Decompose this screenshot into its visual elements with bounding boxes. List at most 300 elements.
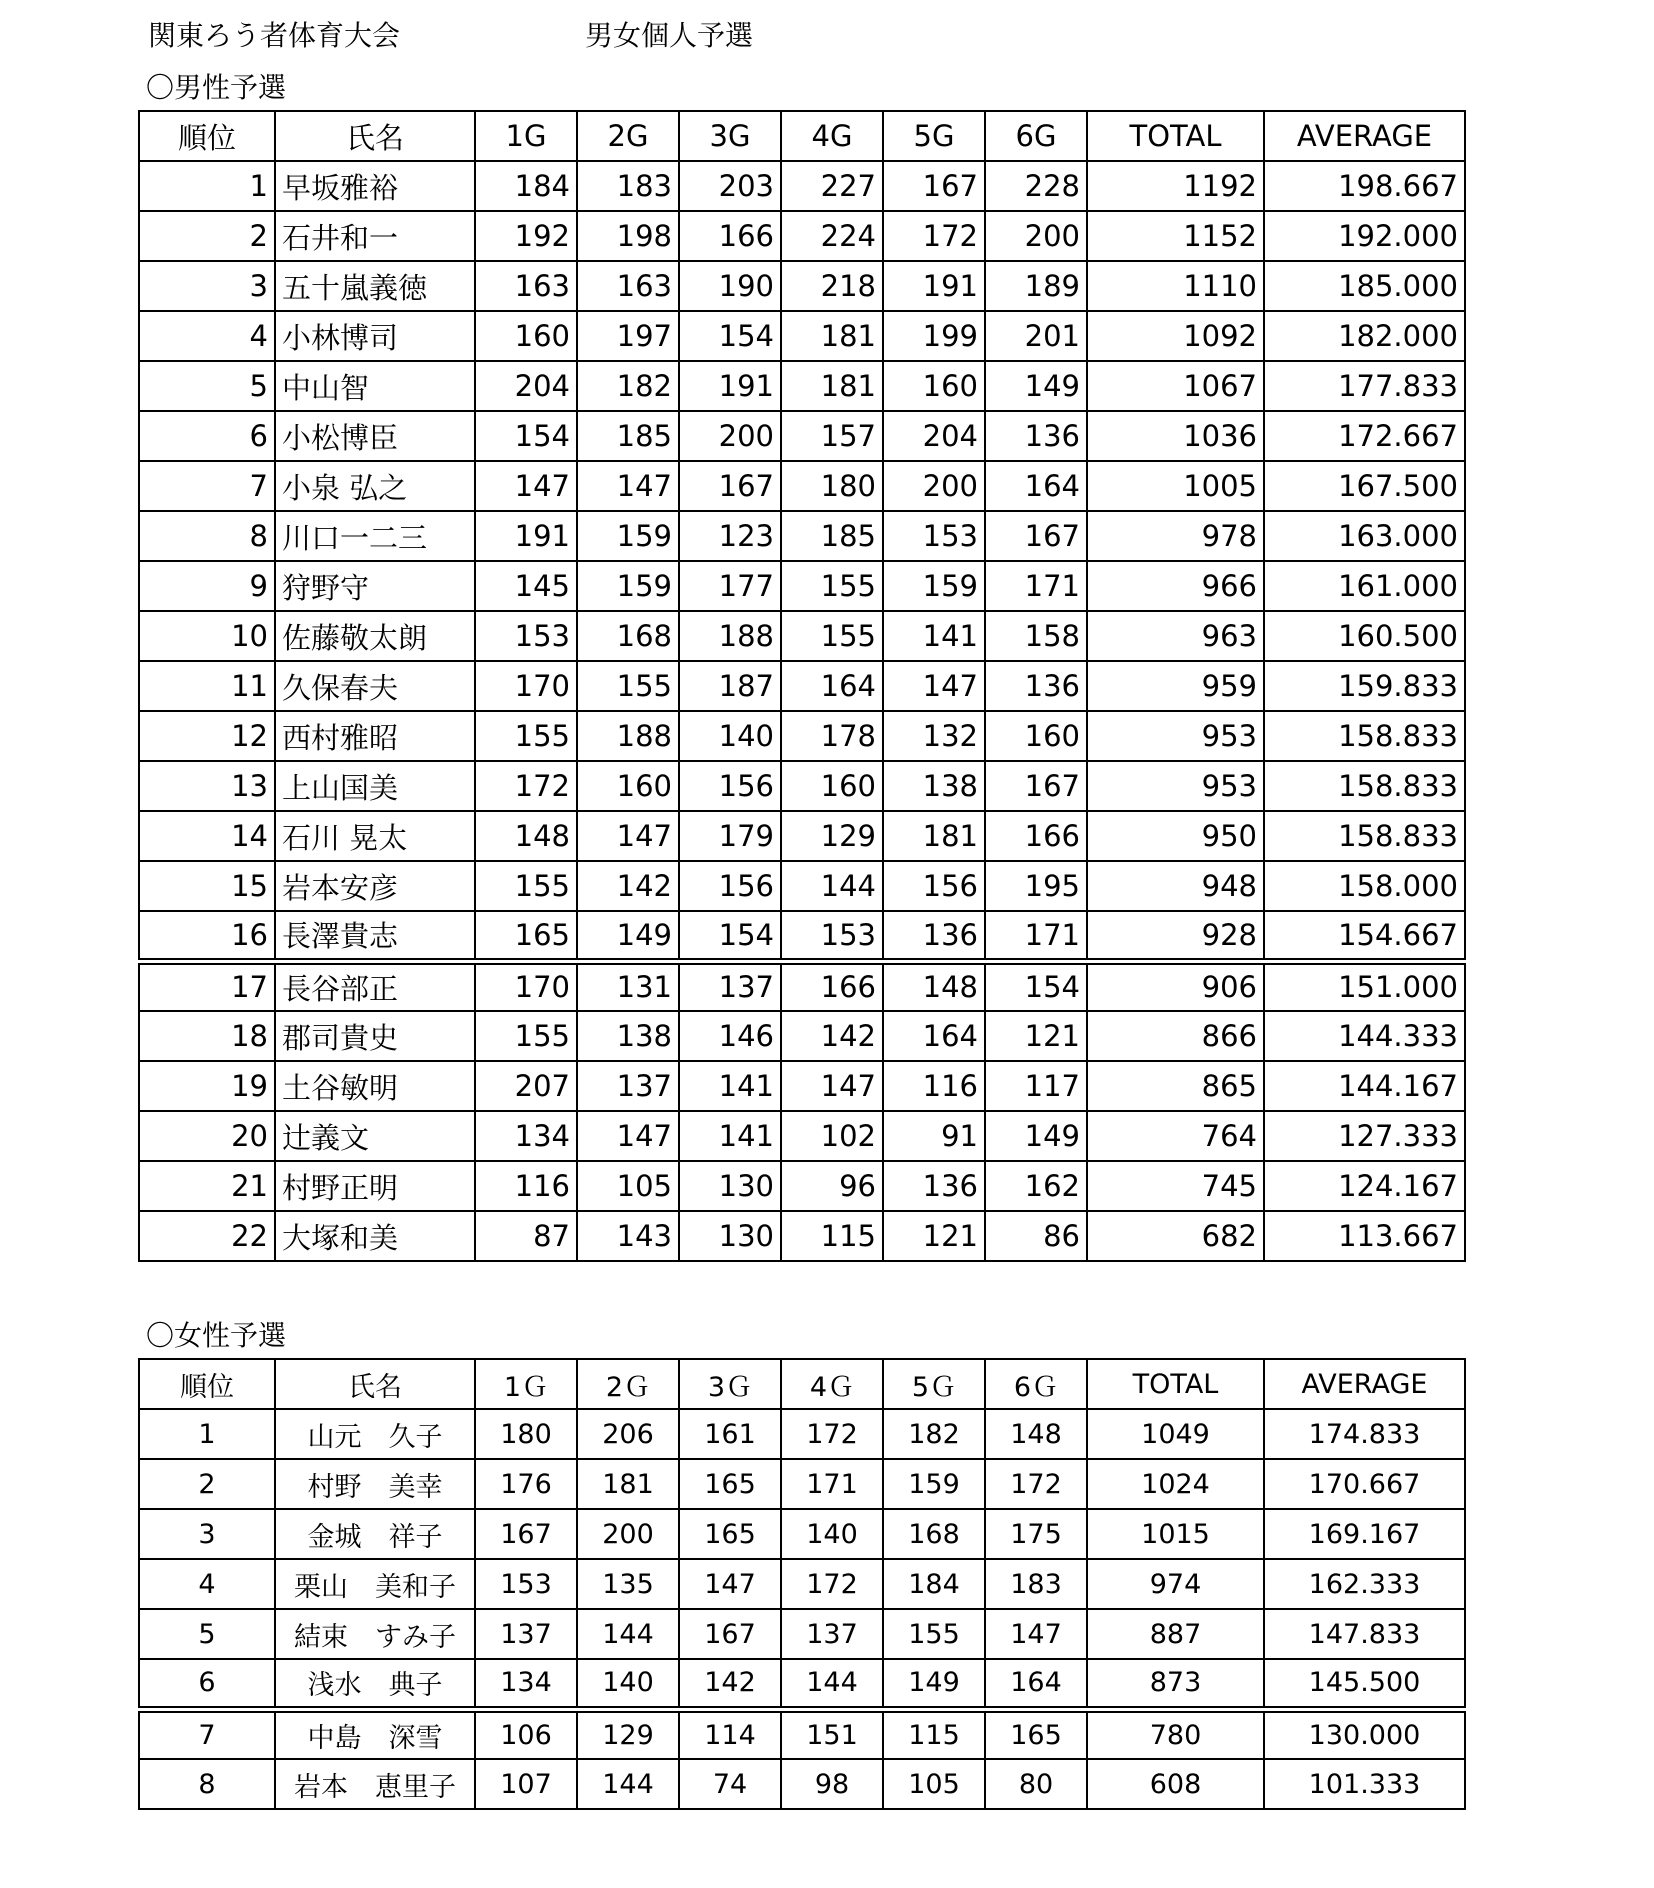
game3-cell: 179: [679, 811, 781, 861]
game3-cell: 141: [679, 1061, 781, 1111]
game2-cell: 142: [577, 861, 679, 911]
total-cell: 745: [1087, 1161, 1264, 1211]
table-row: [139, 1659, 1465, 1709]
name-cell: 長谷部正: [275, 961, 475, 1011]
game5-cell: 147: [883, 661, 985, 711]
game1-cell: 147: [475, 461, 577, 511]
column-header-game6: 6G: [985, 111, 1087, 161]
total-cell: 953: [1087, 711, 1264, 761]
table-row: [139, 1211, 1465, 1261]
game6-cell: 147: [985, 1609, 1087, 1659]
rank-cell: 22: [139, 1211, 275, 1261]
game2-cell: 129: [577, 1709, 679, 1759]
game4-cell: 172: [781, 1409, 883, 1459]
game2-cell: 138: [577, 1011, 679, 1061]
game5-cell: 149: [883, 1659, 985, 1709]
game4-cell: 144: [781, 1659, 883, 1709]
average-cell: 159.833: [1264, 661, 1465, 711]
game6-cell: 165: [985, 1709, 1087, 1759]
table-row: [139, 811, 1465, 861]
game1-cell: 87: [475, 1211, 577, 1261]
game3-cell: 177: [679, 561, 781, 611]
game4-cell: 181: [781, 361, 883, 411]
game3-cell: 114: [679, 1709, 781, 1759]
game4-cell: 144: [781, 861, 883, 911]
rank-cell: 6: [139, 411, 275, 461]
name-cell: 中山智: [275, 361, 475, 411]
game6-cell: 171: [985, 561, 1087, 611]
game4-cell: 153: [781, 911, 883, 961]
game1-cell: 134: [475, 1111, 577, 1161]
column-header-name: 氏名: [275, 1359, 475, 1409]
game2-cell: 143: [577, 1211, 679, 1261]
total-cell: 1024: [1087, 1459, 1264, 1509]
game1-cell: 153: [475, 611, 577, 661]
game2-cell: 183: [577, 161, 679, 211]
game2-cell: 147: [577, 1111, 679, 1161]
rank-cell: 12: [139, 711, 275, 761]
document-subtitle: 男女個人予選: [585, 19, 754, 52]
table-row: [139, 1011, 1465, 1061]
game5-cell: 160: [883, 361, 985, 411]
game2-cell: 160: [577, 761, 679, 811]
game2-cell: 181: [577, 1459, 679, 1509]
table-row: [139, 661, 1465, 711]
average-cell: 158.833: [1264, 761, 1465, 811]
game4-cell: 155: [781, 561, 883, 611]
game4-cell: 166: [781, 961, 883, 1011]
game6-cell: 162: [985, 1161, 1087, 1211]
name-cell: 石川 晃太: [275, 811, 475, 861]
total-cell: 887: [1087, 1609, 1264, 1659]
rank-cell: 18: [139, 1011, 275, 1061]
name-cell: 金城 祥子: [275, 1509, 475, 1559]
game2-cell: 144: [577, 1609, 679, 1659]
name-cell: 栗山 美和子: [275, 1559, 475, 1609]
total-cell: 1036: [1087, 411, 1264, 461]
game6-cell: 136: [985, 661, 1087, 711]
game5-cell: 156: [883, 861, 985, 911]
game1-cell: 163: [475, 261, 577, 311]
game6-cell: 183: [985, 1559, 1087, 1609]
column-header-game5: 5G: [883, 111, 985, 161]
table-header-row: [139, 111, 1465, 161]
game5-cell: 136: [883, 1161, 985, 1211]
game5-cell: 184: [883, 1559, 985, 1609]
game5-cell: 164: [883, 1011, 985, 1061]
name-cell: 川口一二三: [275, 511, 475, 561]
game1-cell: 160: [475, 311, 577, 361]
average-cell: 101.333: [1264, 1759, 1465, 1809]
rank-cell: 8: [139, 1759, 275, 1809]
game3-cell: 165: [679, 1509, 781, 1559]
total-cell: 928: [1087, 911, 1264, 961]
name-cell: 早坂雅裕: [275, 161, 475, 211]
men-section-heading: 〇男性予選: [146, 71, 287, 104]
column-header-game4: 4G: [781, 111, 883, 161]
game6-cell: 149: [985, 361, 1087, 411]
game1-cell: 148: [475, 811, 577, 861]
game2-cell: 105: [577, 1161, 679, 1211]
game4-cell: 155: [781, 611, 883, 661]
rank-cell: 16: [139, 911, 275, 961]
game4-cell: 157: [781, 411, 883, 461]
game2-cell: 144: [577, 1759, 679, 1809]
game6-cell: 167: [985, 761, 1087, 811]
rank-cell: 2: [139, 1459, 275, 1509]
game4-cell: 147: [781, 1061, 883, 1111]
game5-cell: 116: [883, 1061, 985, 1111]
column-header-total: TOTAL: [1087, 111, 1264, 161]
total-cell: 682: [1087, 1211, 1264, 1261]
total-cell: 948: [1087, 861, 1264, 911]
game5-cell: 136: [883, 911, 985, 961]
game6-cell: 172: [985, 1459, 1087, 1509]
game2-cell: 188: [577, 711, 679, 761]
rank-cell: 15: [139, 861, 275, 911]
game2-cell: 131: [577, 961, 679, 1011]
game1-cell: 155: [475, 711, 577, 761]
game5-cell: 172: [883, 211, 985, 261]
rank-cell: 1: [139, 1409, 275, 1459]
game6-cell: 158: [985, 611, 1087, 661]
column-header-average: AVERAGE: [1264, 1359, 1465, 1409]
game3-cell: 156: [679, 761, 781, 811]
game1-cell: 134: [475, 1659, 577, 1709]
average-cell: 158.833: [1264, 811, 1465, 861]
women-section-heading: 〇女性予選: [146, 1319, 287, 1352]
name-cell: 浅水 典子: [275, 1659, 475, 1709]
average-cell: 192.000: [1264, 211, 1465, 261]
game1-cell: 155: [475, 861, 577, 911]
rank-cell: 10: [139, 611, 275, 661]
game5-cell: 148: [883, 961, 985, 1011]
game3-cell: 167: [679, 461, 781, 511]
game3-cell: 165: [679, 1459, 781, 1509]
game1-cell: 192: [475, 211, 577, 261]
rank-cell: 3: [139, 261, 275, 311]
average-cell: 174.833: [1264, 1409, 1465, 1459]
total-cell: 1067: [1087, 361, 1264, 411]
total-cell: 974: [1087, 1559, 1264, 1609]
total-cell: 873: [1087, 1659, 1264, 1709]
game3-cell: 166: [679, 211, 781, 261]
table-row: [139, 861, 1465, 911]
average-cell: 172.667: [1264, 411, 1465, 461]
game1-cell: 153: [475, 1559, 577, 1609]
game2-cell: 147: [577, 461, 679, 511]
game2-cell: 135: [577, 1559, 679, 1609]
total-cell: 1005: [1087, 461, 1264, 511]
name-cell: 村野正明: [275, 1161, 475, 1211]
table-row: [139, 461, 1465, 511]
average-cell: 144.333: [1264, 1011, 1465, 1061]
name-cell: 岩本安彦: [275, 861, 475, 911]
rank-cell: 4: [139, 311, 275, 361]
name-cell: 小松博臣: [275, 411, 475, 461]
game2-cell: 140: [577, 1659, 679, 1709]
game3-cell: 190: [679, 261, 781, 311]
rank-cell: 13: [139, 761, 275, 811]
document-title: 関東ろう者体育大会: [148, 19, 401, 52]
average-cell: 145.500: [1264, 1659, 1465, 1709]
game1-cell: 180: [475, 1409, 577, 1459]
game5-cell: 105: [883, 1759, 985, 1809]
game3-cell: 130: [679, 1211, 781, 1261]
game6-cell: 166: [985, 811, 1087, 861]
table-row: [139, 1609, 1465, 1659]
game4-cell: 98: [781, 1759, 883, 1809]
game6-cell: 200: [985, 211, 1087, 261]
game1-cell: 106: [475, 1709, 577, 1759]
total-cell: 1110: [1087, 261, 1264, 311]
name-cell: 結束 すみ子: [275, 1609, 475, 1659]
game1-cell: 165: [475, 911, 577, 961]
average-cell: 151.000: [1264, 961, 1465, 1011]
women-results-table: [138, 1358, 1466, 1810]
rank-cell: 5: [139, 361, 275, 411]
table-row: [139, 1559, 1465, 1609]
total-cell: 959: [1087, 661, 1264, 711]
average-cell: 163.000: [1264, 511, 1465, 561]
average-cell: 144.167: [1264, 1061, 1465, 1111]
game2-cell: 159: [577, 511, 679, 561]
name-cell: 五十嵐義徳: [275, 261, 475, 311]
rank-cell: 3: [139, 1509, 275, 1559]
column-header-rank: 順位: [139, 1359, 275, 1409]
table-row: [139, 611, 1465, 661]
game5-cell: 191: [883, 261, 985, 311]
game5-cell: 159: [883, 561, 985, 611]
men-results-table: [138, 110, 1466, 1262]
column-header-name: 氏名: [275, 111, 475, 161]
rank-cell: 5: [139, 1609, 275, 1659]
table-row: [139, 1409, 1465, 1459]
rank-cell: 20: [139, 1111, 275, 1161]
game3-cell: 156: [679, 861, 781, 911]
game5-cell: 115: [883, 1709, 985, 1759]
game1-cell: 107: [475, 1759, 577, 1809]
name-cell: 郡司貴史: [275, 1011, 475, 1061]
rank-cell: 11: [139, 661, 275, 711]
column-header-game2: 2Ｇ: [577, 1359, 679, 1409]
game4-cell: 142: [781, 1011, 883, 1061]
game3-cell: 123: [679, 511, 781, 561]
game6-cell: 175: [985, 1509, 1087, 1559]
table-row: [139, 561, 1465, 611]
total-cell: 1152: [1087, 211, 1264, 261]
game5-cell: 159: [883, 1459, 985, 1509]
rank-cell: 17: [139, 961, 275, 1011]
game5-cell: 141: [883, 611, 985, 661]
rank-cell: 8: [139, 511, 275, 561]
name-cell: 佐藤敬太朗: [275, 611, 475, 661]
name-cell: 辻義文: [275, 1111, 475, 1161]
rank-cell: 19: [139, 1061, 275, 1111]
game1-cell: 204: [475, 361, 577, 411]
rank-cell: 21: [139, 1161, 275, 1211]
table-row: [139, 1509, 1465, 1559]
table-row: [139, 211, 1465, 261]
game6-cell: 164: [985, 461, 1087, 511]
game4-cell: 160: [781, 761, 883, 811]
game1-cell: 207: [475, 1061, 577, 1111]
game5-cell: 200: [883, 461, 985, 511]
table-row: [139, 1161, 1465, 1211]
game3-cell: 146: [679, 1011, 781, 1061]
game6-cell: 148: [985, 1409, 1087, 1459]
rank-cell: 7: [139, 461, 275, 511]
average-cell: 162.333: [1264, 1559, 1465, 1609]
game4-cell: 218: [781, 261, 883, 311]
game6-cell: 189: [985, 261, 1087, 311]
rank-cell: 1: [139, 161, 275, 211]
rank-cell: 14: [139, 811, 275, 861]
game4-cell: 102: [781, 1111, 883, 1161]
rank-cell: 6: [139, 1659, 275, 1709]
game6-cell: 117: [985, 1061, 1087, 1111]
game5-cell: 167: [883, 161, 985, 211]
game4-cell: 224: [781, 211, 883, 261]
game1-cell: 170: [475, 961, 577, 1011]
game2-cell: 147: [577, 811, 679, 861]
game4-cell: 227: [781, 161, 883, 211]
game6-cell: 201: [985, 311, 1087, 361]
game2-cell: 182: [577, 361, 679, 411]
game2-cell: 137: [577, 1061, 679, 1111]
rank-cell: 7: [139, 1709, 275, 1759]
game6-cell: 86: [985, 1211, 1087, 1261]
column-header-game6: 6Ｇ: [985, 1359, 1087, 1409]
column-header-rank: 順位: [139, 111, 275, 161]
total-cell: 978: [1087, 511, 1264, 561]
column-header-total: TOTAL: [1087, 1359, 1264, 1409]
total-cell: 865: [1087, 1061, 1264, 1111]
game4-cell: 115: [781, 1211, 883, 1261]
table-row: [139, 1709, 1465, 1759]
table-row: [139, 1459, 1465, 1509]
column-header-game4: 4Ｇ: [781, 1359, 883, 1409]
game2-cell: 168: [577, 611, 679, 661]
column-header-average: AVERAGE: [1264, 111, 1465, 161]
table-row: [139, 761, 1465, 811]
average-cell: 130.000: [1264, 1709, 1465, 1759]
name-cell: 村野 美幸: [275, 1459, 475, 1509]
game3-cell: 140: [679, 711, 781, 761]
game3-cell: 141: [679, 1111, 781, 1161]
table-row: [139, 1061, 1465, 1111]
name-cell: 狩野守: [275, 561, 475, 611]
game4-cell: 129: [781, 811, 883, 861]
game2-cell: 159: [577, 561, 679, 611]
game5-cell: 132: [883, 711, 985, 761]
game3-cell: 154: [679, 311, 781, 361]
game6-cell: 164: [985, 1659, 1087, 1709]
game4-cell: 172: [781, 1559, 883, 1609]
total-cell: 906: [1087, 961, 1264, 1011]
game5-cell: 181: [883, 811, 985, 861]
game1-cell: 116: [475, 1161, 577, 1211]
game4-cell: 180: [781, 461, 883, 511]
column-header-game2: 2G: [577, 111, 679, 161]
name-cell: 小林博司: [275, 311, 475, 361]
average-cell: 169.167: [1264, 1509, 1465, 1559]
total-cell: 950: [1087, 811, 1264, 861]
game2-cell: 206: [577, 1409, 679, 1459]
average-cell: 167.500: [1264, 461, 1465, 511]
average-cell: 124.167: [1264, 1161, 1465, 1211]
game5-cell: 204: [883, 411, 985, 461]
game6-cell: 171: [985, 911, 1087, 961]
game4-cell: 178: [781, 711, 883, 761]
game3-cell: 147: [679, 1559, 781, 1609]
average-cell: 185.000: [1264, 261, 1465, 311]
game3-cell: 137: [679, 961, 781, 1011]
name-cell: 小泉 弘之: [275, 461, 475, 511]
game1-cell: 176: [475, 1459, 577, 1509]
total-cell: 764: [1087, 1111, 1264, 1161]
rank-cell: 4: [139, 1559, 275, 1609]
rank-cell: 9: [139, 561, 275, 611]
game2-cell: 163: [577, 261, 679, 311]
game4-cell: 181: [781, 311, 883, 361]
average-cell: 182.000: [1264, 311, 1465, 361]
total-cell: 780: [1087, 1709, 1264, 1759]
table-row: [139, 1759, 1465, 1809]
game1-cell: 154: [475, 411, 577, 461]
game5-cell: 168: [883, 1509, 985, 1559]
game1-cell: 191: [475, 511, 577, 561]
game5-cell: 182: [883, 1409, 985, 1459]
game4-cell: 185: [781, 511, 883, 561]
game6-cell: 121: [985, 1011, 1087, 1061]
column-header-game1: 1Ｇ: [475, 1359, 577, 1409]
table-row: [139, 361, 1465, 411]
game3-cell: 161: [679, 1409, 781, 1459]
table-row: [139, 511, 1465, 561]
game3-cell: 167: [679, 1609, 781, 1659]
game5-cell: 155: [883, 1609, 985, 1659]
game1-cell: 170: [475, 661, 577, 711]
column-header-game3: 3G: [679, 111, 781, 161]
game4-cell: 151: [781, 1709, 883, 1759]
game2-cell: 149: [577, 911, 679, 961]
table-row: [139, 261, 1465, 311]
game1-cell: 155: [475, 1011, 577, 1061]
name-cell: 山元 久子: [275, 1409, 475, 1459]
average-cell: 161.000: [1264, 561, 1465, 611]
name-cell: 上山国美: [275, 761, 475, 811]
game6-cell: 154: [985, 961, 1087, 1011]
rank-cell: 2: [139, 211, 275, 261]
table-row: [139, 311, 1465, 361]
table-header-row: [139, 1359, 1465, 1409]
name-cell: 大塚和美: [275, 1211, 475, 1261]
game2-cell: 155: [577, 661, 679, 711]
game6-cell: 228: [985, 161, 1087, 211]
game3-cell: 188: [679, 611, 781, 661]
column-header-game1: 1G: [475, 111, 577, 161]
total-cell: 1015: [1087, 1509, 1264, 1559]
average-cell: 154.667: [1264, 911, 1465, 961]
name-cell: 石井和一: [275, 211, 475, 261]
total-cell: 1192: [1087, 161, 1264, 211]
average-cell: 160.500: [1264, 611, 1465, 661]
average-cell: 127.333: [1264, 1111, 1465, 1161]
game4-cell: 171: [781, 1459, 883, 1509]
game2-cell: 185: [577, 411, 679, 461]
game3-cell: 187: [679, 661, 781, 711]
